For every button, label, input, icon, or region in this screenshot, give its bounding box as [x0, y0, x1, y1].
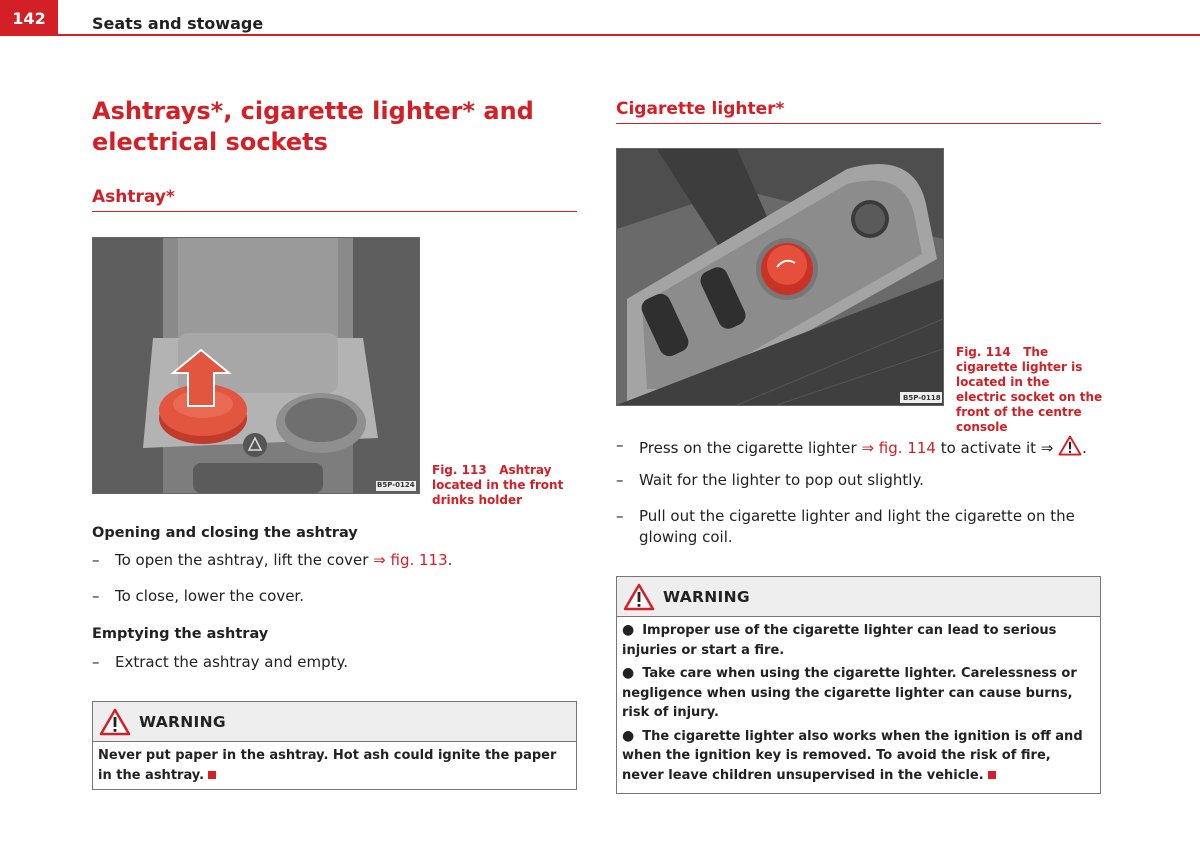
page-number: 142: [0, 0, 58, 36]
list-text-mid: to activate it ⇒: [935, 439, 1059, 457]
list-dash: –: [92, 587, 100, 605]
lighter-illustration: [617, 149, 943, 405]
list-text: Extract the ashtray and empty.: [115, 653, 349, 671]
figure-code-114: B5P-0118: [903, 394, 941, 402]
lighter-heading-rule: [616, 123, 1101, 124]
list-dash: –: [616, 471, 624, 489]
list-text: Press on the cigarette lighter: [639, 439, 862, 457]
emptying-heading: Emptying the ashtray: [92, 626, 269, 642]
figure-code-113: B5P-0124: [377, 481, 415, 489]
figure-114-text: The cigarette lighter is located in the electric socket on the front of the centre console: [956, 345, 1103, 434]
cigarette-lighter-heading: Cigarette lighter*: [616, 99, 785, 119]
list-text: To close, lower the cover.: [115, 587, 304, 605]
ashtray-figure: [92, 237, 420, 494]
warning-item-text: Take care when using the cigarette lighter. Carelessness or negligence when using the cigarette lighter can cause burns, risk of injury.: [622, 666, 1077, 720]
ashtray-warning-box: [92, 701, 577, 790]
list-dash: –: [616, 436, 624, 454]
opening-closing-heading: Opening and closing the ashtray: [92, 525, 358, 541]
end-mark-icon: [208, 771, 216, 779]
warning-item: [622, 664, 1095, 723]
warning-item-text: Improper use of the cigarette lighter can lead to serious injuries or start a fire.: [622, 623, 1057, 658]
list-text: Wait for the lighter to pop out slightly.: [639, 471, 924, 489]
fig-114-link[interactable]: ⇒ fig. 114: [861, 439, 936, 457]
figure-114-caption: [956, 345, 1104, 435]
list-item: – Press on the cigarette lighter ⇒ fig. 114 to activate it ⇒ .: [616, 436, 1087, 457]
list-item: [92, 550, 577, 571]
warning-body: [93, 742, 576, 789]
warning-header: [93, 702, 576, 742]
end-mark-icon: [988, 771, 996, 779]
list-text: Pull out the cigarette lighter and light the cigarette on the glowing coil.: [639, 507, 1075, 546]
page-title: Ashtrays*, cigarette lighter* and electrical sockets: [92, 97, 534, 156]
warning-item-text: The cigarette lighter also works when the ignition is off and when the ignition key is removed. To avoid the risk of fire, never leave children unsupervised in the vehicle.: [622, 728, 1083, 783]
figure-113-caption: [432, 463, 580, 508]
section-title: Seats and stowage: [92, 14, 264, 33]
warning-title: WARNING: [663, 587, 750, 606]
ashtray-illustration: [93, 238, 419, 493]
header-rule: [58, 34, 1200, 36]
warning-body: [617, 617, 1100, 793]
list-text-end: .: [447, 551, 453, 569]
lighter-figure: [616, 148, 944, 406]
list-item: [92, 652, 577, 673]
list-item: [616, 506, 1101, 548]
bullet-icon: ●: [622, 665, 635, 681]
list-dash: –: [92, 653, 100, 671]
list-text: To open the ashtray, lift the cover: [115, 551, 374, 569]
bullet-icon: ●: [622, 622, 635, 638]
lighter-warning-box: [616, 576, 1101, 794]
list-item: [92, 586, 577, 607]
ashtray-heading-rule: [92, 211, 577, 212]
warning-triangle-icon[interactable]: [1058, 435, 1082, 456]
figure-113-text: Ashtray located in the front drinks holder: [432, 463, 564, 507]
list-dash: –: [92, 551, 100, 569]
list-item: [616, 470, 1101, 491]
warning-item: [622, 621, 1095, 660]
warning-triangle-icon: [99, 708, 131, 736]
warning-triangle-icon: [623, 583, 655, 611]
warning-item: [622, 727, 1095, 786]
fig-113-link[interactable]: ⇒ fig. 113: [373, 551, 448, 569]
warning-text: Never put paper in the ashtray. Hot ash could ignite the paper in the ashtray.: [98, 748, 557, 783]
bullet-icon: ●: [622, 727, 635, 744]
warning-header: [617, 577, 1100, 617]
figure-113-number: Fig. 113: [432, 463, 487, 477]
ashtray-heading: Ashtray*: [92, 187, 175, 207]
list-dash: –: [616, 507, 624, 525]
figure-114-number: Fig. 114: [956, 345, 1011, 359]
warning-title: WARNING: [139, 712, 226, 731]
